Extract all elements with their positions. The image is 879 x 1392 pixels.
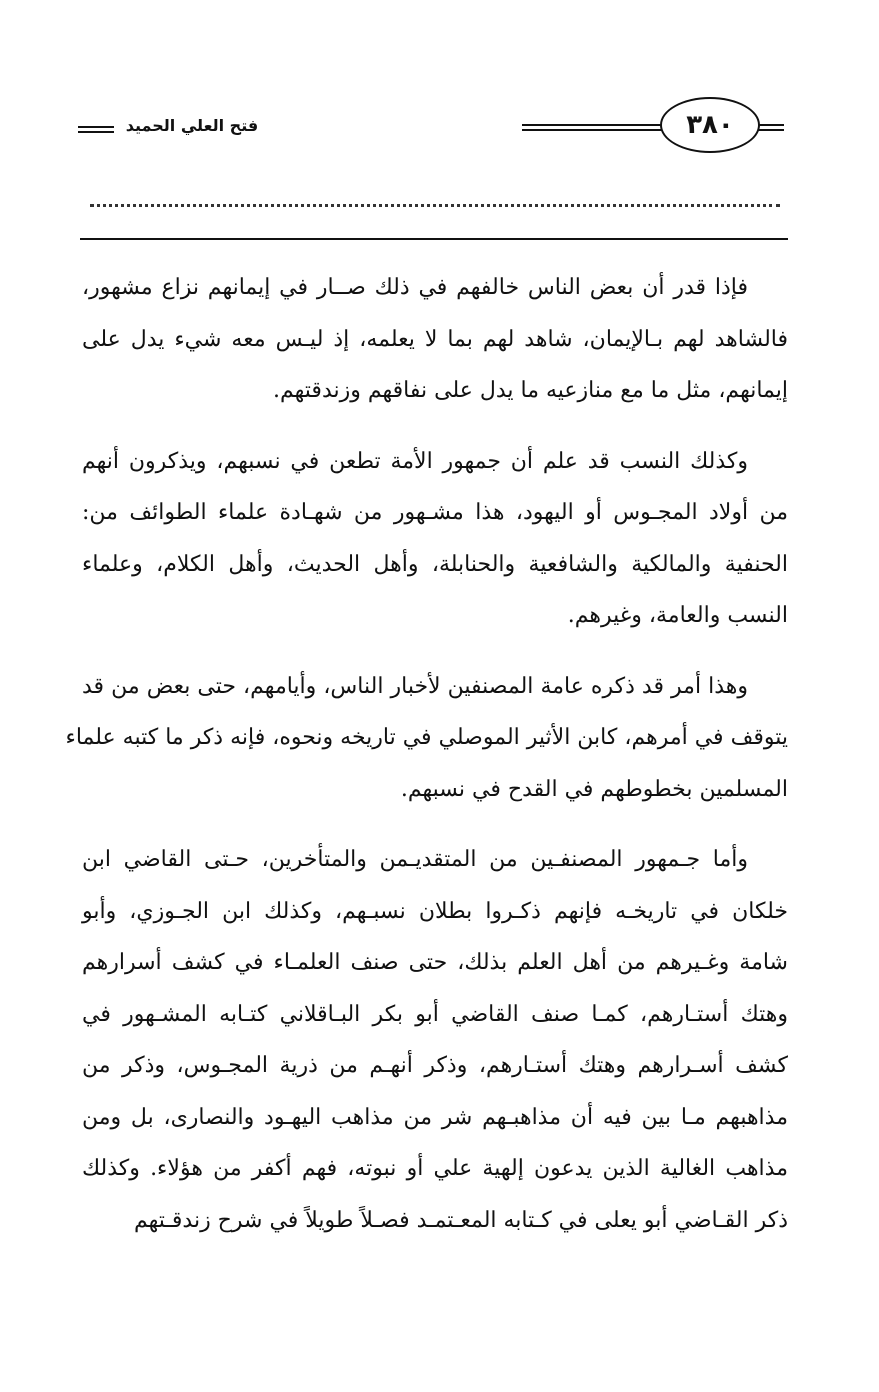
running-title: فتح العلي الحميد [125, 116, 259, 135]
paragraph [82, 436, 788, 642]
text-line: المسلمين بخطوطهم في القدح في نسبهم. [400, 776, 788, 802]
header-ornament-right [758, 124, 784, 131]
paragraph [65, 661, 788, 816]
text-line: ذكر القـاضي أبو يعلى في كـتابه المعـتمـد فصـلاً طويلاً في شرح زندقـتهم [134, 1207, 788, 1233]
paragraph [82, 262, 788, 417]
footnote-dotted-separator [90, 204, 780, 207]
text-line: الحنفية والمالكية والشافعية والحنابلة، وأهل الحديث، وأهل الكلام، وعلماء [82, 551, 788, 577]
text-line: النسب والعامة، وغيرهم. [567, 603, 788, 628]
text-line: وهذا أمر قد ذكره عامة المصنفين لأخبار الناس، وأيامهم، حتى بعض من قد [82, 673, 748, 699]
text-line: كشف أسـرارهم وهتك أستـارهم، وذكر أنهـم من ذرية المجـوس، وذكر من [82, 1053, 788, 1078]
text-line: من أولاد المجـوس أو اليهود، هذا مشـهور من شهـادة علماء الطوائف من: [82, 500, 788, 525]
text-line: مذاهب الغالية الذين يدعون إلهية علي أو نبوته، فهم أكفر من هؤلاء. وكذلك [82, 1156, 788, 1181]
header-ornament-left [78, 126, 114, 133]
text-line: وهتك أستـارهم، كمـا صنف القاضي أبو بكر البـاقلاني كتـابه المشـهور في [82, 1001, 788, 1027]
text-line: فالشاهد لهم بـالإيمان، شاهد لهم بما لا يعلمه، إذ ليـس معه شيء يدل على [82, 326, 788, 352]
page-number-badge [660, 97, 760, 153]
text-line: وكذلك النسب قد علم أن جمهور الأمة تطعن في نسبهم، ويذكرون أنهم [82, 448, 748, 474]
text-line: شامة وغـيرهم من أهل العلم بذلك، حتى صنف العلمـاء في كشف أسرارهم [82, 950, 788, 975]
page-header [0, 0, 879, 170]
page-body [65, 262, 788, 1265]
text-line: يتوقف في أمرهم، كابن الأثير الموصلي في تاريخه ونحوه، فإنه ذكر ما كتبه علماء [65, 725, 788, 750]
paragraph [82, 834, 788, 1246]
text-line: مذاهبهم مـا بين فيه أن مذاهبـهم شر من مذاهب اليهـود والنصارى، بل ومن [82, 1104, 788, 1130]
text-line: وأما جـمهور المصنفـين من المتقديـمن والمتأخرين، حـتى القاضي ابن [82, 847, 748, 872]
page-number: ٣٨٠ [686, 110, 734, 140]
text-line: إيمانهم، مثل ما مع منازعيه ما يدل على نفاقهم وزندقتهم. [273, 378, 788, 403]
header-ornament-middle [522, 124, 662, 131]
horizontal-rule [80, 238, 788, 240]
text-line: خلكان في تاريخـه فإنهم ذكـروا بطلان نسبـهم، وكذلك ابن الجـوزي، وأبو [82, 898, 788, 924]
text-line: فإذا قدر أن بعض الناس خالفهم في ذلك صــار في إيمانهم نزاع مشهور، [82, 275, 748, 300]
